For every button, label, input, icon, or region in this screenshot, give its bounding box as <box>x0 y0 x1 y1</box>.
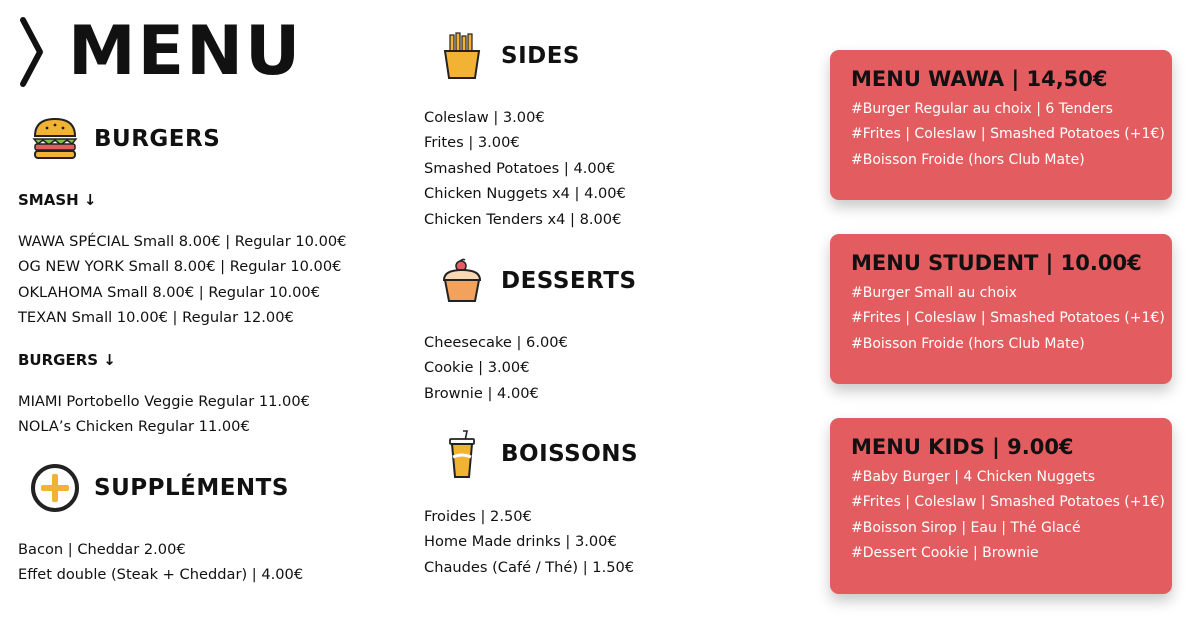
menu-title-row <box>18 14 302 90</box>
list-item: Chicken Nuggets x4 | 4.00€ <box>424 185 626 203</box>
card-line: #Frites | Coleslaw | Smashed Potatoes (+1€) <box>851 310 1165 327</box>
burgers-list <box>18 389 310 440</box>
boissons-heading: BOISSONS <box>501 441 639 467</box>
supplements-heading: SUPPLÉMENTS <box>94 475 289 501</box>
menu-student-card <box>830 234 1172 384</box>
list-item: Effet double (Steak + Cheddar) | 4.00€ <box>18 566 304 584</box>
list-item: Chaudes (Café / Thé) | 1.50€ <box>424 558 635 576</box>
card-line: #Dessert Cookie | Brownie <box>851 545 1039 562</box>
list-item: OG NEW YORK Small 8.00€ | Regular 10.00€ <box>18 258 342 276</box>
card-line: #Frites | Coleslaw | Smashed Potatoes (+1€) <box>851 126 1165 143</box>
chevron-right-icon <box>18 14 48 90</box>
list-item: Brownie | 4.00€ <box>424 384 539 402</box>
burgers-heading: BURGERS <box>94 126 221 152</box>
card-line: #Boisson Froide (hors Club Mate) <box>851 335 1085 352</box>
desserts-section-header <box>437 256 637 306</box>
supplements-section-header <box>30 463 289 513</box>
card-line: #Boisson Sirop | Eau | Thé Glacé <box>851 519 1081 536</box>
boissons-section-header <box>437 429 638 479</box>
list-item: MIAMI Portobello Veggie Regular 11.00€ <box>18 393 310 410</box>
card-line: #Boisson Froide (hors Club Mate) <box>851 151 1085 168</box>
sides-list <box>424 105 626 232</box>
desserts-heading: DESSERTS <box>501 268 637 294</box>
fries-icon <box>437 31 487 81</box>
plus-circle-icon <box>30 463 80 513</box>
card-title: MENU WAWA | 14,50€ <box>851 67 1108 91</box>
drink-cup-icon <box>437 429 487 479</box>
burgers-subheading: BURGERS ↓ <box>18 351 116 369</box>
list-item: NOLA’s Chicken Regular 11.00€ <box>18 418 250 436</box>
burgers-section-header <box>30 114 220 164</box>
smash-list <box>18 229 346 331</box>
sides-section-header <box>437 31 580 81</box>
card-line: #Burger Small au choix <box>851 285 1017 301</box>
menu-kids-card <box>830 418 1172 594</box>
card-line: #Baby Burger | 4 Chicken Nuggets <box>851 469 1096 485</box>
list-item: Chicken Tenders x4 | 8.00€ <box>424 210 622 228</box>
burger-icon <box>30 114 80 164</box>
list-item: Home Made drinks | 3.00€ <box>424 533 617 551</box>
list-item: Froides | 2.50€ <box>424 508 532 525</box>
list-item: OKLAHOMA Small 8.00€ | Regular 10.00€ <box>18 283 321 301</box>
list-item: Cheesecake | 6.00€ <box>424 334 568 351</box>
menu-wawa-card <box>830 50 1172 200</box>
page-title: MENU <box>68 12 303 91</box>
list-item: Bacon | Cheddar 2.00€ <box>18 541 186 558</box>
supplements-list <box>18 537 303 588</box>
list-item: Smashed Potatoes | 4.00€ <box>424 159 616 177</box>
card-line: #Frites | Coleslaw | Smashed Potatoes (+1€) <box>851 494 1165 511</box>
list-item: Cookie | 3.00€ <box>424 359 530 377</box>
cupcake-icon <box>437 256 487 306</box>
list-item: TEXAN Small 10.00€ | Regular 12.00€ <box>18 309 294 327</box>
list-item: Frites | 3.00€ <box>424 134 520 152</box>
list-item: WAWA SPÉCIAL Small 8.00€ | Regular 10.00€ <box>18 233 347 250</box>
boissons-list <box>424 504 634 580</box>
smash-subheading: SMASH ↓ <box>18 191 97 209</box>
card-line: #Burger Regular au choix | 6 Tenders <box>851 101 1113 117</box>
desserts-list <box>424 330 568 406</box>
card-title: MENU KIDS | 9.00€ <box>851 435 1074 459</box>
list-item: Coleslaw | 3.00€ <box>424 109 545 126</box>
card-title: MENU STUDENT | 10.00€ <box>851 251 1142 275</box>
sides-heading: SIDES <box>501 43 580 69</box>
